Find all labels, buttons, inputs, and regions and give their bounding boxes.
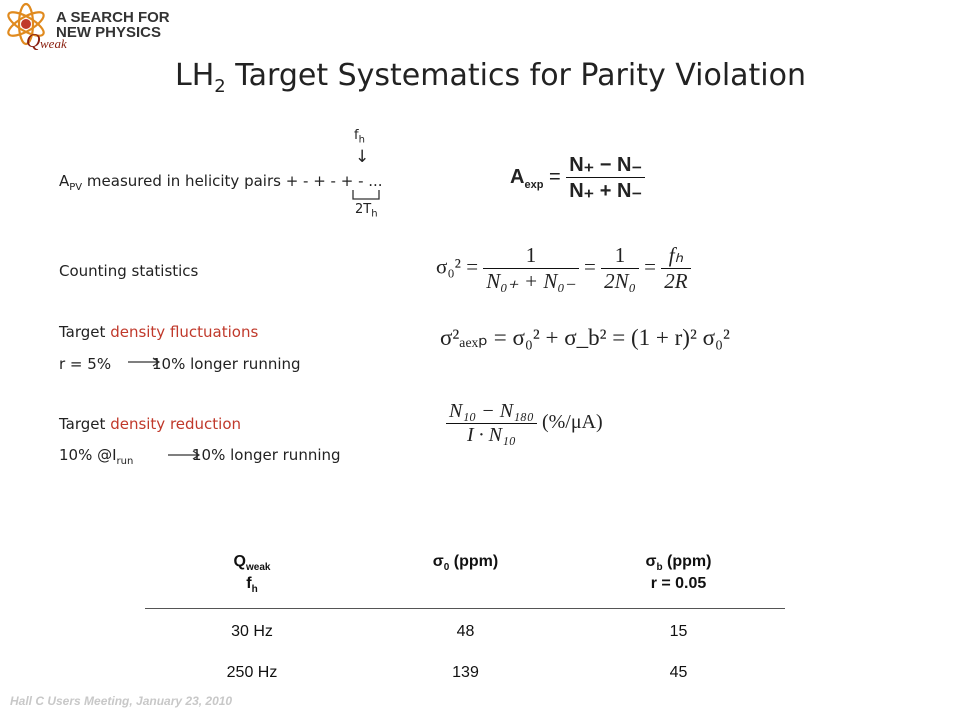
logo [2,2,172,52]
fh-label: $f_h$ [354,128,365,146]
logo-line2: NEW PHYSICS [56,24,162,41]
fluctuations-line2-left: r = 5% [59,355,112,373]
aexp-formula: $A_{exp}$ = $\frac{N_+ - N_-}{N_+ + N_-}$ [510,152,645,203]
fluctuations-formula: σ²ₐₑₓₚ = σ₀² + σ_b² = (1 + r)² σ₀² [440,325,730,350]
counting-label: Counting statistics [59,262,199,280]
table-cell: 30 Hz [231,623,273,640]
reduction-formula: $\frac{\text{N₁₀ − N₁₈₀}}{\text{I · N₁₀}}$ (%/μA) [446,400,603,447]
results-table [145,553,785,693]
table-header-qweak: $Q_{weak}$ $f_h$ [233,553,271,596]
reduction-line2-left: 10% $@I_{run}$ [59,446,134,467]
helicity-text: $A_{PV}$ measured in helicity pairs + - + - + - ... [59,172,383,193]
logo-q: Q [26,30,41,52]
fluctuations-line2-right: 10% longer running [152,355,301,373]
table-cell: 250 Hz [226,664,278,681]
table-cell: 15 [669,623,688,640]
reduction-line2-right: 10% longer running [192,446,341,464]
logo-weak: weak [40,36,67,51]
pair-bracket-icon [352,189,382,201]
logo-line1: A SEARCH FOR [56,9,170,26]
fluctuations-label: Target density fluctuations [59,323,259,341]
table-cell: 45 [669,664,688,681]
table-header-sigmab: $\sigma_b$ (ppm) r = 0.05 [645,553,712,593]
footer-text: Hall C Users Meeting, January 23, 2010 [10,694,233,708]
table-header-sigma0: $\sigma_0$ (ppm) [432,553,499,574]
reduction-label: Target density reduction [59,415,242,433]
down-arrow-icon: ↓ [355,147,370,167]
page-title: $LH_2$ Target Systematics for Parity Violation [175,58,807,97]
table-cell: 48 [456,623,475,640]
table-cell: 139 [452,664,479,681]
bracket-label: $2T_h$ [355,202,378,220]
counting-formula: σ₀² = $\frac{1}{\text{N₀₊ + N₀₋}}$ = $\frac{1}{\text{2N₀}}$ = $\frac{\text{fₕ}}{2R}$ [436,243,691,294]
table-divider [145,608,785,609]
